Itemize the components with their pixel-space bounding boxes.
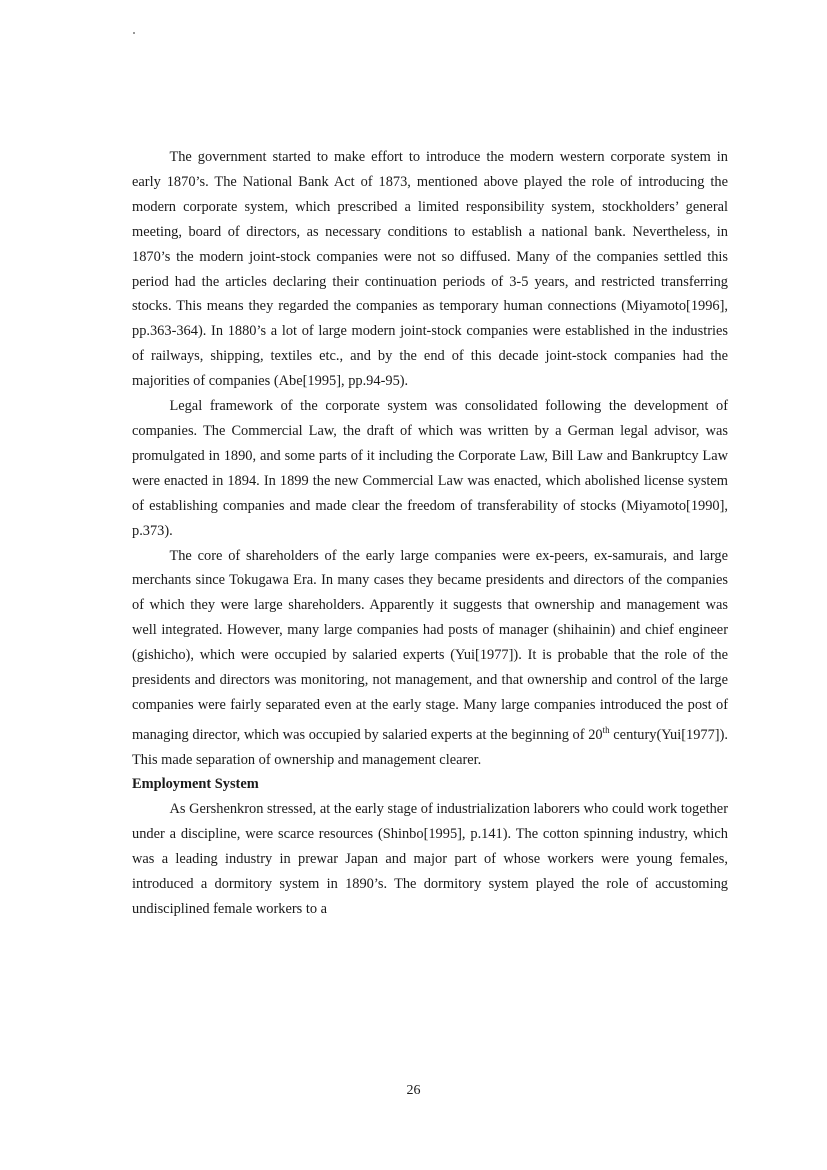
section-heading: Employment System (132, 776, 259, 793)
paragraph-shareholders (132, 544, 728, 773)
paragraph-text: century(Yui[1977]). This made separation of ownership and management clearer. (132, 726, 728, 768)
scan-speck (133, 32, 135, 34)
paragraph-employment-system: As Gershenkron stressed, at the early stage of industrialization laborers who could work together under a discipline, were scarce resources (Shinbo[1995], p.141). The cotton spinning industry, which was a leading industry in prewar Japan and major part of whose workers were young females, introduced a dormitory system in 1890’s. The dormitory system played the role of accustoming undisciplined female workers to a (132, 801, 728, 917)
ordinal-superscript: th (602, 724, 610, 735)
paragraph-corporate-system (132, 145, 728, 394)
paragraph-legal-framework (132, 394, 728, 543)
paragraph-text: Legal framework of the corporate system was consolidated following the development of companies. The Commercial Law, the draft of which was written by a German legal advisor, was promulgated in 1890, and some parts of it including the Corporate Law, Bill Law and Bankruptcy Law were enacted in 1894. In 1899 the new Commercial Law was enacted, which abolished license system of establishing companies and made clear the freedom of transferability of stocks (Miyamoto[1990], p.373). (132, 398, 728, 539)
paragraph-text: The government started to make effort to introduce the modern western corporate system in early 1870’s. The National Bank Act of 1873, mentioned above played the role of introducing the modern corporate system, which prescribed a limited responsibility system, stockholders’ general meeting, board of directors, as necessary conditions to establish a national bank. Nevertheless, in 1870’s the modern joint-stock companies were not so diffused. Many of the companies settled this period had the articles declaring their continuation periods of 3-5 years, and restricted transferring stocks. This means they regarded the companies as temporary human connections (Miyamoto[1996], pp.363-364). In 1880’s a lot of large modern joint-stock companies were established in the industries of railways, shipping, textiles etc., and by the end of this decade joint-stock companies had the majorities of companies (Abe[1995], pp.94-95). (132, 149, 728, 390)
page-number: 26 (406, 1083, 421, 1098)
paragraph-text: The core of shareholders of the early large companies were ex-peers, ex-samurais, and large merchants since Tokugawa Era. In many cases they became presidents and directors of the companies of which they were large shareholders. Apparently it suggests that ownership and management was well integrated. However, many large companies had posts of manager (shihainin) and chief engineer (gishicho), which were occupied by salaried experts (Yui[1977]). It is probable that the role of the presidents and directors was monitoring, not management, and that ownership and control of the large companies were fairly separated even at the early stage. Many large companies introduced the post of managing director, which was occupied by salaried experts at the beginning of 20 (132, 547, 728, 743)
body-text (132, 145, 728, 922)
